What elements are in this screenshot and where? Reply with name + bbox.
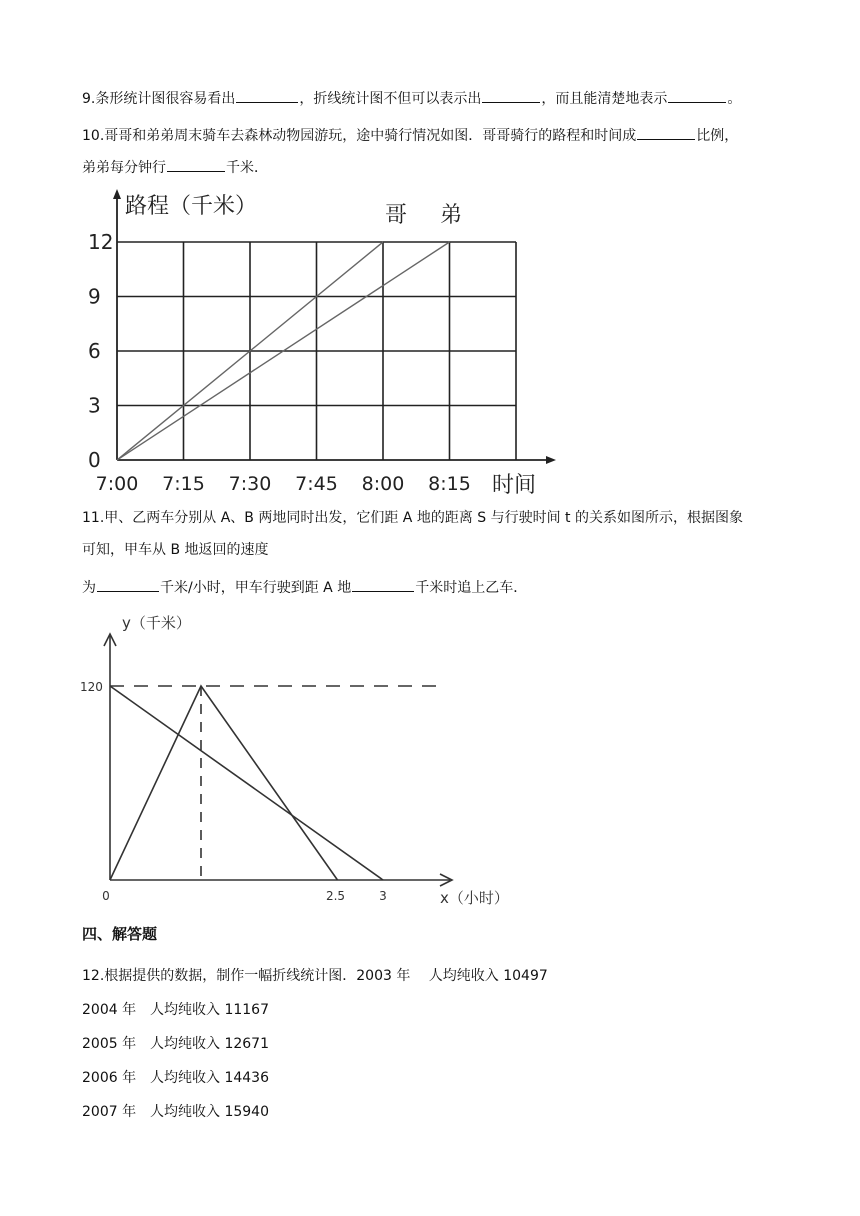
q9-blank-3[interactable] [668, 88, 726, 103]
chart1-grid [117, 242, 516, 460]
chart2-labels [80, 614, 509, 907]
chart1-x-tick-label: 8:00 [361, 473, 405, 495]
q9-blank-2[interactable] [482, 88, 540, 103]
q10-text-2: 比例， [696, 128, 739, 144]
q11-text-2: 可知，甲车从 B 地返回的速度 [82, 542, 269, 558]
chart1-x-tick-label: 7:30 [228, 473, 272, 495]
chart1-y-tick-label: 3 [88, 393, 101, 418]
q10-text-4: 千米． [226, 160, 268, 176]
chart2-series [110, 686, 383, 880]
q11-text-3: 为 [82, 580, 96, 596]
q9-text-4: 。 [727, 91, 742, 107]
chart1-y-axis-title: 路程（千米） [125, 194, 258, 219]
chart2-axes [104, 634, 452, 886]
chart1-series-label: 哥 [385, 203, 408, 228]
chart2-y-axis-title: y（千米） [122, 614, 191, 632]
q11-text-5: 千米时追上乙车． [415, 580, 528, 596]
q9-text-2: ，折线统计图不但可以表示出 [299, 91, 482, 107]
chart1-y-tick-label: 9 [88, 284, 101, 309]
question-10-line-1 [82, 125, 738, 146]
chart2-x-tick-label: 2.5 [325, 889, 346, 903]
chart1-axes [113, 189, 556, 464]
chart1-x-tick-label: 7:15 [162, 473, 205, 495]
row-year: 2004 年 [82, 1002, 137, 1018]
chart2-x-tick-label: 0 [102, 889, 110, 903]
chart1-y-tick-label: 6 [88, 339, 101, 363]
row-income: 人均纯收入 15940 [150, 1104, 269, 1120]
question-12-row [82, 1034, 269, 1054]
row-income: 人均纯收入 12671 [150, 1036, 269, 1052]
question-12-intro: 12.根据提供的数据，制作一幅折线统计图．2003 年 人均纯收入 10497 [82, 968, 548, 984]
q10-text-1: 10.哥哥和弟弟周末骑车去森林动物园游玩，途中骑行情况如图．哥哥骑行的路程和时间成 [82, 128, 637, 144]
row-year: 2006 年 [82, 1070, 137, 1086]
question-10-line-2 [82, 157, 268, 178]
q11-blank-2[interactable] [352, 577, 414, 592]
q10-blank-2[interactable] [167, 157, 225, 172]
row-year: 2007 年 [82, 1104, 137, 1120]
q10-text-3: 弟弟每分钟行 [82, 160, 166, 176]
chart2-series-line [110, 686, 383, 880]
chart2-series-line [110, 686, 338, 880]
row-year: 2005 年 [82, 1036, 137, 1052]
chart1-y-tick-label: 12 [88, 230, 114, 254]
q9-blank-1[interactable] [236, 88, 298, 103]
question-9 [82, 88, 741, 109]
chart1-labels [88, 194, 536, 498]
chart1-x-tick-label: 7:00 [95, 473, 139, 495]
q11-text-4: 千米/小时，甲车行驶到距 A 地 [160, 580, 352, 596]
q11-text-1: 11.甲、乙两车分别从 A、B 两地同时出发，它们距 A 地的距离 S 与行驶时间 t 的关系如图所示，根据图象 [82, 510, 743, 526]
question-12-row [82, 1102, 269, 1122]
chart2-x-axis-title: x（小时） [440, 889, 509, 907]
q10-blank-1[interactable] [637, 125, 695, 140]
chart1-x-arrow [546, 456, 556, 464]
chart1-series-label: 弟 [440, 203, 463, 228]
chart2-x-tick-label: 3 [379, 889, 387, 903]
question-11-line-3 [82, 577, 527, 598]
question-12-row [82, 1000, 269, 1020]
chart1-x-tick-label: 7:45 [295, 473, 338, 495]
q11-blank-1[interactable] [97, 577, 159, 592]
section-heading: 四、解答题 [82, 925, 158, 943]
q9-text-3: ，而且能清楚地表示 [541, 91, 668, 107]
chart1-x-tick-label: 8:15 [428, 473, 471, 495]
chart-distance-time [80, 185, 570, 500]
question-12-row [82, 1068, 269, 1088]
chart-cars [80, 608, 520, 913]
row-income: 人均纯收入 14436 [150, 1070, 269, 1086]
question-11-line-2 [82, 540, 269, 560]
q9-text-1: 9.条形统计图很容易看出 [82, 91, 236, 107]
row-income: 人均纯收入 11167 [150, 1002, 269, 1018]
chart1-y-tick-label: 0 [88, 448, 101, 472]
chart2-y-tick-label: 120 [80, 680, 103, 694]
chart1-y-arrow [113, 189, 121, 199]
chart1-x-axis-title: 时间 [492, 473, 537, 498]
question-11-line-1 [82, 508, 743, 528]
